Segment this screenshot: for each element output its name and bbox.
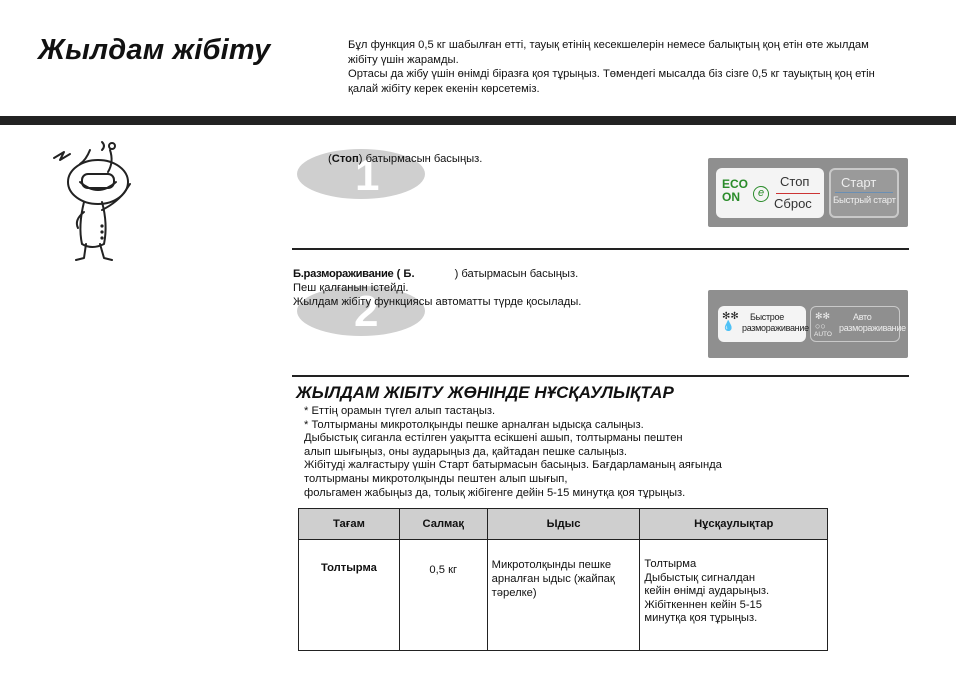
step-1-instruction: (Стоп) батырмасын басыңыз.: [328, 153, 483, 165]
defrost-table: [298, 508, 828, 651]
control-panel-stop-start: [708, 158, 908, 227]
start-divider: [835, 192, 893, 193]
guide-note-line: * Толтырманы микротолқынды пешке арналған ыдысқа салыңыз.: [304, 418, 644, 431]
start-button[interactable]: [829, 168, 899, 218]
intro-text: Бұл функция 0,5 кг шабылған етті, тауық етінің кесекшелерін немесе балықтың қоң етін өте жылдам жібіту үшін жарамды. Ортасы да жібу үшін өнімді біразға қоя тұрыңыз. Төмендегі мысалда біз сізге 0,5 кг тауықтың қоң етін қалай жібіту керек екенін көрсетеміз.: [348, 39, 875, 95]
stop-button-name: Стоп: [331, 153, 359, 165]
stop-divider: [776, 193, 820, 194]
guide-note-line: алып шығыңыз, оны аударыңыз да, қайтадан пешке салыңыз.: [304, 445, 628, 458]
guide-note-line: фольгамен жабыңыз да, толық жібігенге дейін 5-15 минутқа қоя тұрыңыз.: [304, 486, 686, 499]
auto-defrost-label: Авто размораживание: [839, 312, 906, 333]
header-weight: Салмақ: [399, 509, 487, 540]
table-row: [299, 540, 828, 651]
header-dish: Ыдыс: [487, 509, 640, 540]
start-label: Старт: [841, 175, 877, 190]
step-divider-1: [292, 248, 909, 250]
guide-section-title: ЖЫЛДАМ ЖІБІТУ ЖӨНІНДЕ НҰСҚАУЛЫҚТАР: [296, 383, 674, 402]
cell-dish: Микротолқынды пешке арналған ыдыс (жайпақ тәрелке): [487, 540, 640, 651]
header-divider-bar: [0, 116, 956, 125]
guide-note-line: Жібітуді жалғастыру үшін Старт батырмасын басыңыз. Бағдарламаның аяғында: [304, 459, 722, 472]
quick-defrost-button-name: Б.размораживание: [293, 268, 394, 280]
header-instructions: Нұсқаулықтар: [640, 509, 828, 540]
header-food: Тағам: [299, 509, 400, 540]
reset-label: Сброс: [774, 196, 812, 211]
step-divider-2: [292, 375, 909, 377]
snowflake-drop-icon: ✻✻ 💧: [722, 311, 739, 332]
eco-e-icon: e: [753, 186, 769, 202]
auto-defrost-button[interactable]: [810, 306, 906, 342]
quick-start-label: Быстрый старт: [833, 195, 896, 206]
guide-note-line: толтырманы микротолқынды пештен алып шығып,: [304, 472, 568, 485]
stop-label: Стоп: [780, 174, 810, 189]
control-panel-defrost: [708, 290, 908, 358]
auto-defrost-icon: ✻✻ ○○: [815, 311, 831, 331]
cell-instructions: Толтырма Дыбыстық сигналдан кейін өнімді аударыңыз. Жібіткеннен кейін 5-15 минутқа қоя тұрыңыз.: [640, 540, 828, 651]
step-1-number: 1: [355, 151, 380, 200]
step-2-instruction: Б.размораживание ( Б. ) батырмасын басыңыз. Пеш қалғанын істейді. Жылдам жібіту функциясы автоматты түрде қосылады.: [293, 268, 582, 308]
mascot-illustration: [40, 138, 160, 268]
quick-defrost-button[interactable]: [718, 306, 809, 342]
page-title: Жылдам жібіту: [38, 34, 271, 66]
stop-reset-button[interactable]: [716, 168, 824, 218]
auto-label: AUTO: [814, 331, 832, 338]
quick-defrost-label: Быстрое размораживание: [742, 312, 809, 333]
table-header-row: [299, 509, 828, 540]
step-2-number: 2: [354, 287, 379, 336]
guide-note-line: * Еттің орамын түгел алып тастаңыз.: [304, 405, 496, 417]
cell-food: Толтырма: [299, 540, 400, 651]
guide-note-line: Дыбыстық сиганла естілген уақытта есікшені ашып, толтырманы пештен: [304, 432, 683, 445]
cell-weight: 0,5 кг: [399, 540, 487, 651]
guide-notes: [304, 405, 722, 500]
eco-on-label: ECO ON: [722, 177, 749, 204]
